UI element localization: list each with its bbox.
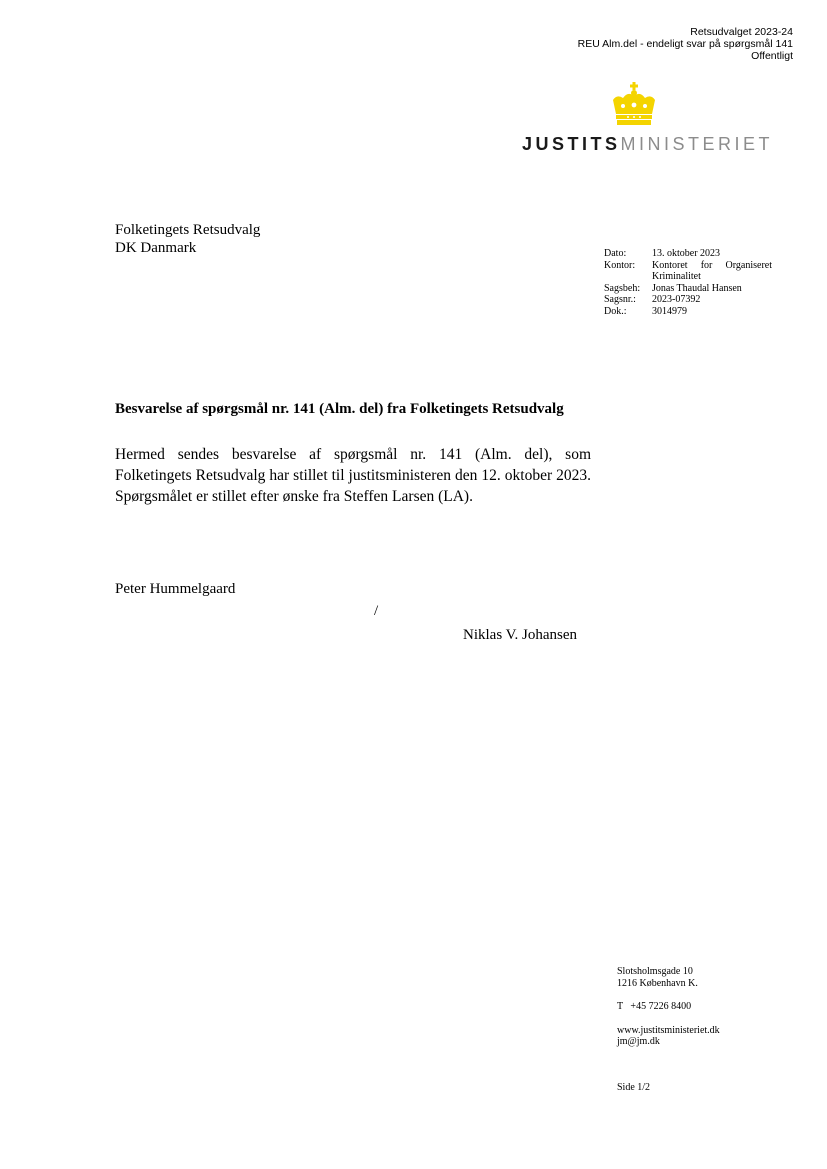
meta-row-document <box>604 306 772 318</box>
ministry-contact <box>617 966 720 1048</box>
document-metadata <box>604 248 772 317</box>
page-number: Side 1/2 <box>617 1082 651 1093</box>
contact-city: 1216 København K. <box>617 977 698 989</box>
wordmark-light: MINISTERIET <box>620 134 774 154</box>
meta-value: 13. oktober 2023 <box>652 248 721 259</box>
contact-website: www.justitsministeriet.dk <box>617 1024 720 1036</box>
letter-body-paragraph: Hermed sendes besvarelse af spørgsmål nr. 141 (Alm. del), som Folketingets Retsudvalg har stillet til justitsministeren den 12. oktober 2023. Spørgsmålet er stillet efter ønske fra Steffen Larsen (LA). <box>115 446 591 505</box>
meta-value: 2023-07392 <box>652 294 701 305</box>
recipient-country: DK Danmark <box>115 240 197 256</box>
meta-label: Sagsnr.: <box>604 294 636 305</box>
reference-question: REU Alm.del - endeligt svar på spørgsmål 141 <box>577 38 793 50</box>
reference-status: Offentligt <box>751 50 793 62</box>
recipient-address <box>115 221 260 257</box>
wordmark-bold: JUSTITS <box>522 134 621 154</box>
meta-label: Sagsbeh: <box>604 282 641 294</box>
meta-row-date <box>604 248 772 260</box>
meta-label: Dato: <box>604 248 627 259</box>
contact-email: jm@jm.dk <box>617 1036 660 1047</box>
contact-phone: T +45 7226 8400 <box>617 1001 692 1012</box>
meta-value: Jonas Thaudal Hansen <box>652 282 742 294</box>
contact-street: Slotsholmsgade 10 <box>617 966 693 977</box>
crown-icon <box>609 82 659 126</box>
letter-subject: Besvarelse af spørgsmål nr. 141 (Alm. del) fra Folketingets Retsudvalg <box>115 401 564 417</box>
recipient-name: Folketingets Retsudvalg <box>115 222 261 238</box>
signature-separator: / <box>374 603 379 619</box>
meta-label: Kontor: <box>604 259 636 271</box>
signature-official: Niklas V. Johansen <box>463 627 578 643</box>
ministry-wordmark <box>522 134 773 155</box>
meta-value: 3014979 <box>652 305 687 317</box>
meta-value: Kontoret for Organiseret Kriminalitet <box>652 259 772 282</box>
meta-row-case-number <box>604 294 772 306</box>
meta-label: Dok.: <box>604 305 627 317</box>
reference-committee: Retsudvalget 2023-24 <box>690 26 793 38</box>
document-reference-header <box>578 26 793 62</box>
signature-minister: Peter Hummelgaard <box>115 581 236 597</box>
meta-row-office <box>604 260 772 283</box>
meta-row-caseworker <box>604 283 772 295</box>
